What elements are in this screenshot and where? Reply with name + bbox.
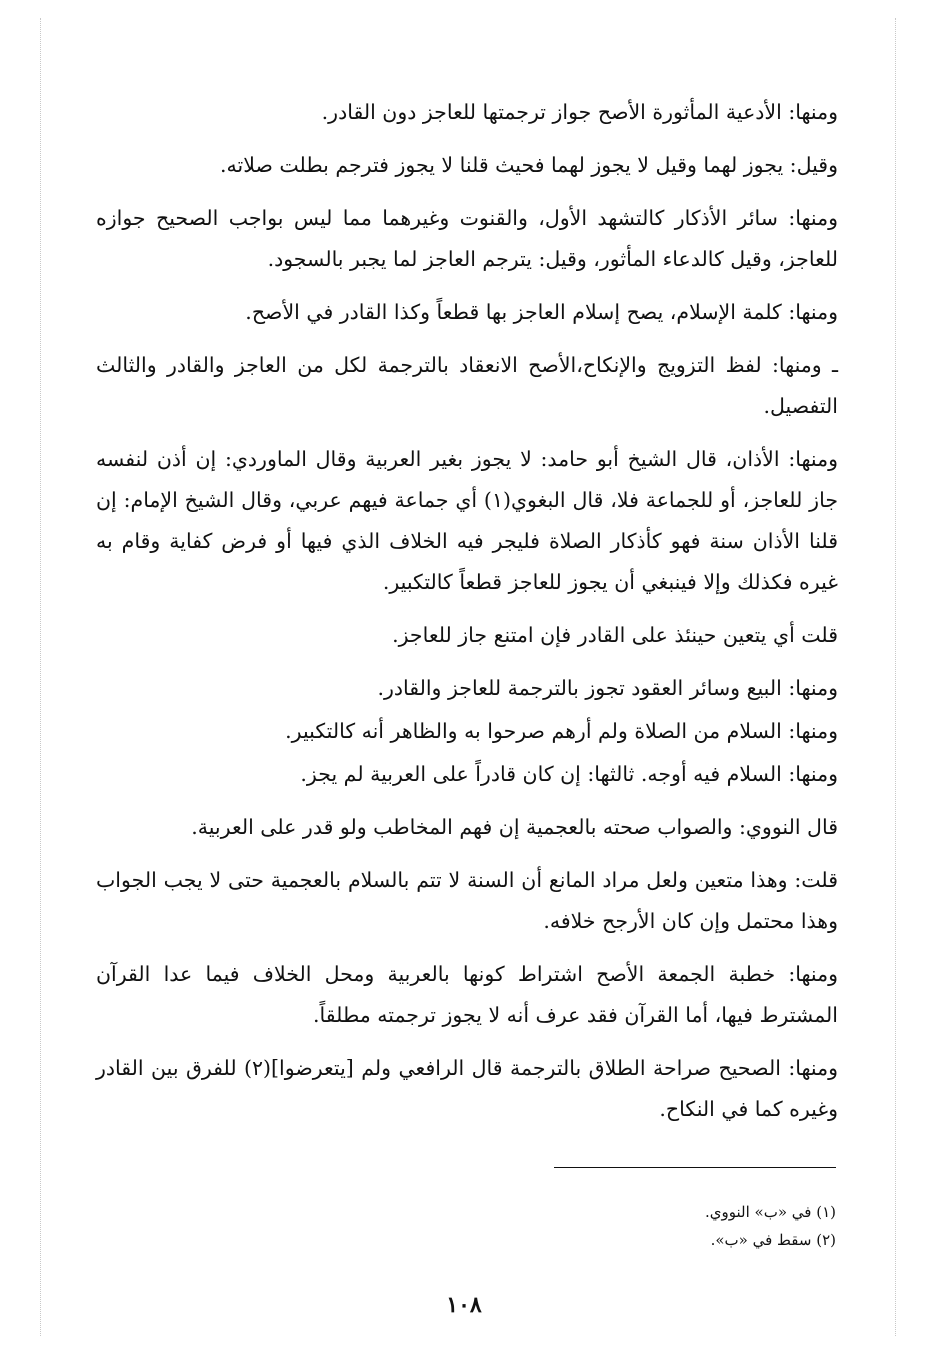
paragraph-8: ومنها: البيع وسائر العقود تجوز بالترجمة للعاجز والقادر. — [377, 676, 838, 700]
paragraph-4: ومنها: كلمة الإسلام، يصح إسلام العاجز بها قطعاً وكذا القادر في الأصح. — [245, 300, 838, 324]
paragraph-2: وقيل: يجوز لهما وقيل لا يجوز لهما فحيث قلنا لا يجوز فترجم بطلت صلاته. — [220, 153, 838, 177]
paragraph-9: ومنها: السلام من الصلاة ولم أرهم صرحوا به والظاهر أنه كالتكبير. — [285, 719, 838, 743]
footnote-separator — [554, 1167, 836, 1168]
paragraph-5: ـ ومنها: لفظ التزويج والإنكاح،الأصح الانعقاد بالترجمة لكل من العاجز والقادر والثالث التفصيل. — [96, 353, 838, 418]
paragraph-14: ومنها: الصحيح صراحة الطلاق بالترجمة قال الرافعي ولم [يتعرضوا](٢) للفرق بين القادر وغيره كما في النكاح. — [96, 1056, 838, 1121]
paragraph-3: ومنها: سائر الأذكار كالتشهد الأول، والقنوت وغيرهما مما ليس بواجب الصحيح جوازه للعاجز، وقيل كالدعاء المأثور، وقيل: يترجم العاجز لما يجبر بالسجود. — [96, 206, 838, 271]
main-text — [96, 92, 838, 1142]
paragraph-10: ومنها: السلام فيه أوجه. ثالثها: إن كان قادراً على العربية لم يجز. — [300, 762, 838, 786]
footnotes — [336, 1198, 836, 1254]
paragraph-6: ومنها: الأذان، قال الشيخ أبو حامد: لا يجوز بغير العربية وقال الماوردي: إن أذن لنفسه جاز للعاجز، أو للجماعة فلا، قال البغوي(١) أي جماعة فيهم عربي، وقال الشيخ الإمام: إن قلنا الأذان سنة فهو كأذكار الصلاة فليجر فيه الخلاف الذي فيها أو فرض كفاية وقام به غيره فكذلك وإلا فينبغي أن يجوز للعاجز قطعاً كالتكبير. — [96, 447, 839, 594]
footnote-1: (١) في «ب» النووي. — [705, 1203, 836, 1221]
paragraph-13: ومنها: خطبة الجمعة الأصح اشتراط كونها بالعربية ومحل الخلاف فيما عدا القرآن المشترط فيها، أما القرآن فقد عرف أنه لا يجوز ترجمته مطلقاً. — [96, 962, 838, 1027]
paragraph-1: ومنها: الأدعية المأثورة الأصح جواز ترجمتها للعاجز دون القادر. — [321, 100, 838, 124]
paragraph-11: قال النووي: والصواب صحته بالعجمية إن فهم المخاطب ولو قدر على العربية. — [191, 815, 838, 839]
page-number: ١٠٨ — [446, 1292, 482, 1318]
paragraph-7: قلت أي يتعين حينئذ على القادر فإن امتنع جاز للعاجز. — [392, 623, 838, 647]
footnote-2: (٢) سقط في «ب». — [710, 1231, 836, 1249]
paragraph-12: قلت: وهذا متعين ولعل مراد المانع أن السنة لا تتم بالسلام بالعجمية حتى لا يجب الجواب وهذا محتمل وإن كان الأرجح خلافه. — [96, 868, 838, 933]
